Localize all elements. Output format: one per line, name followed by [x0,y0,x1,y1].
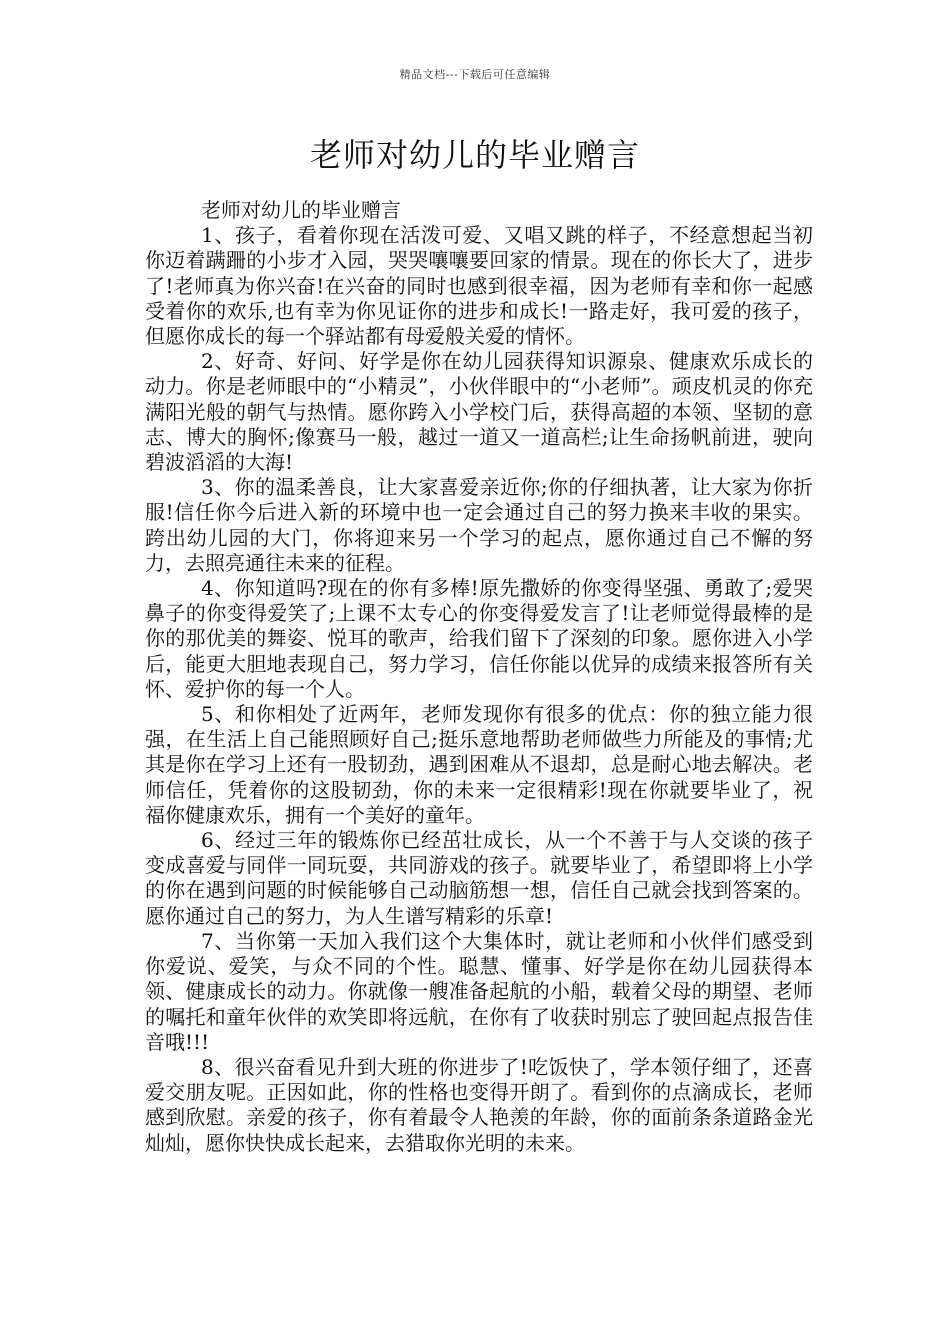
paragraph-5: 5、和你相处了近两年，老师发现你有很多的优点：你的独立能力很强，在生活上自己能照顾好自己;挺乐意地帮助老师做些力所能及的事情;尤其是你在学习上还有一股韧劲，遇到困难从不退却，总是耐心地去解决。老师信任，凭着你的这股韧劲，你的未来一定很精彩!现在你就要毕业了，祝福你健康欢乐，拥有一个美好的童年。 [145,702,813,827]
paragraph-6: 6、经过三年的锻炼你已经茁壮成长，从一个不善于与人交谈的孩子变成喜爱与同伴一同玩耍，共同游戏的孩子。就要毕业了，希望即将上小学的你在遇到问题的时候能够自己动脑筋想一想，信任自己就会找到答案的。愿你通过自己的努力，为人生谱写精彩的乐章! [145,828,813,928]
paragraph-1: 1、孩子，看着你现在活泼可爱、又唱又跳的样子，不经意想起当初你迈着蹒跚的小步才入园，哭哭嚷嚷要回家的情景。现在的你长大了，进步了!老师真为你兴奋!在兴奋的同时也感到很幸福，因为老师有幸和你一起感受着你的欢乐,也有幸为你见证你的进步和成长!一路走好，我可爱的孩子，但愿你成长的每一个驿站都有母爱般关爱的情怀。 [145,223,813,349]
header-note: 精品文档---下载后可任意编辑 [399,68,551,81]
document-title: 老师对幼儿的毕业赠言 [309,136,640,174]
paragraph-2: 2、好奇、好问、好学是你在幼儿园获得知识源泉、健康欢乐成长的动力。你是老师眼中的“小精灵”，小伙伴眼中的“小老师”。顽皮机灵的你充满阳光般的朝气与热情。愿你跨入小学校门后，获得高超的本领、坚韧的意志、博大的胸怀;像赛马一般，越过一道又一道高栏;让生命扬帆前进，驶向碧波滔滔的大海! [145,349,813,475]
document-subtitle: 老师对幼儿的毕业赠言 [201,198,401,222]
paragraph-7: 7、当你第一天加入我们这个大集体时，就让老师和小伙伴们感受到你爱说、爱笑，与众不同的个性。聪慧、懂事、好学是你在幼儿园获得本领、健康成长的动力。你就像一艘准备起航的小船，载着父母的期望、老师的嘱托和童年伙伴的欢笑即将远航，在你有了收获时别忘了驶回起点报告佳音哦!!! [145,928,813,1054]
paragraph-3: 3、你的温柔善良，让大家喜爱亲近你;你的仔细执著，让大家为你折服!信任你今后进入新的环境中也一定会通过自己的努力换来丰收的果实。跨出幼儿园的大门，你将迎来另一个学习的起点，愿你通过自己不懈的努力，去照亮通往未来的征程。 [145,475,813,575]
paragraph-4: 4、你知道吗?现在的你有多棒!原先撒娇的你变得坚强、勇敢了;爱哭鼻子的你变得爱笑了;上课不太专心的你变得爱发言了!让老师觉得最棒的是你的那优美的舞姿、悦耳的歌声，给我们留下了深刻的印象。愿你进入小学后，能更大胆地表现自己，努力学习，信任你能以优异的成绩来报答所有关怀、爱护你的每一个人。 [145,576,813,701]
document-body [145,198,813,1156]
paragraph-8: 8、很兴奋看见升到大班的你进步了!吃饭快了，学本领仔细了，还喜爱交朋友呢。正因如此，你的性格也变得开朗了。看到你的点滴成长，老师感到欣慰。亲爱的孩子，你有着最令人艳羡的年龄，你的面前条条道路金光灿灿，愿你快快成长起来，去猎取你光明的未来。 [145,1054,813,1155]
